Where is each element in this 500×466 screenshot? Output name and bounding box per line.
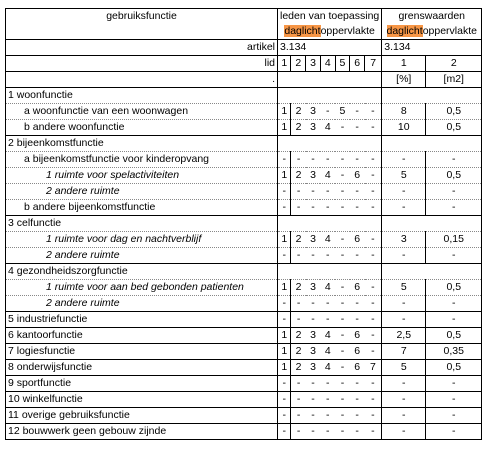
- lid-cell: -: [365, 280, 382, 296]
- lid-cell: -: [365, 200, 382, 216]
- grens-percent-cell: 2,5: [382, 328, 426, 344]
- row-label: 12 bouwwerk geen gebouw zijnde: [6, 424, 278, 440]
- lid-cell: -: [365, 328, 382, 344]
- lid-cell: -: [335, 168, 350, 184]
- lid-cell: -: [335, 248, 350, 264]
- lid-cell: -: [291, 184, 306, 200]
- grens-m2-cell: -: [426, 184, 482, 200]
- table-row: [6, 344, 482, 360]
- lid-cell: -: [365, 376, 382, 392]
- table-row: [6, 248, 482, 264]
- unit-m2: [m2]: [426, 72, 482, 88]
- table-row: [6, 152, 482, 168]
- artikel-label: artikel: [6, 40, 278, 56]
- lid-cell: -: [320, 152, 335, 168]
- lid-cell: -: [350, 312, 365, 328]
- grens-percent-cell: 5: [382, 168, 426, 184]
- lid-cell: -: [320, 408, 335, 424]
- lid-cell: 1: [278, 360, 291, 376]
- lid-cell: -: [320, 424, 335, 440]
- grens-percent-cell: -: [382, 408, 426, 424]
- lid-cell: 3: [306, 360, 321, 376]
- table-row: [6, 184, 482, 200]
- artikel-value-leden: 3.134: [278, 40, 382, 56]
- grens-m2-cell: -: [426, 296, 482, 312]
- lid-cell: -: [335, 296, 350, 312]
- grens-percent-cell: 5: [382, 360, 426, 376]
- grens-m2-cell: 0,5: [426, 168, 482, 184]
- table-row: [6, 360, 482, 376]
- lid-cell: -: [350, 408, 365, 424]
- lid-cell: -: [365, 232, 382, 248]
- lid-cell: -: [365, 104, 382, 120]
- lid-cell: -: [306, 424, 321, 440]
- grens-percent-cell: -: [382, 312, 426, 328]
- lid-cell: -: [291, 392, 306, 408]
- lid-cell: 2: [291, 232, 306, 248]
- row-label: 2 andere ruimte: [6, 248, 278, 264]
- grens-m2-cell: 0,5: [426, 120, 482, 136]
- grens-m2-cell: -: [426, 248, 482, 264]
- lid-cell: 5: [335, 104, 350, 120]
- grens-percent-cell: -: [382, 200, 426, 216]
- lid-cell: -: [320, 184, 335, 200]
- lid-cell: 3: [306, 344, 321, 360]
- group-row: [6, 136, 482, 152]
- row-label: 1 ruimte voor spelactiviteiten: [6, 168, 278, 184]
- row-label: b andere bijeenkomstfunctie: [6, 200, 278, 216]
- lid-cell: 1: [278, 344, 291, 360]
- grens-m2-cell: -: [426, 424, 482, 440]
- lid-cell: 1: [278, 232, 291, 248]
- lid-cell: -: [335, 280, 350, 296]
- lid-cell: -: [291, 424, 306, 440]
- row-label: b andere woonfunctie: [6, 120, 278, 136]
- grens-col-number: 2: [426, 56, 482, 72]
- lid-cell: 2: [291, 120, 306, 136]
- lid-cell: -: [306, 408, 321, 424]
- grens-percent-cell: -: [382, 296, 426, 312]
- table-row: [6, 120, 482, 136]
- lid-cell: 1: [278, 168, 291, 184]
- lid-cell: 1: [278, 328, 291, 344]
- artikel-value-grens: 3.134: [382, 40, 482, 56]
- lid-cell: 3: [306, 168, 321, 184]
- grens-m2-cell: -: [426, 152, 482, 168]
- lid-number: 4: [320, 56, 335, 72]
- lid-cell: -: [335, 184, 350, 200]
- lid-cell: -: [335, 360, 350, 376]
- lid-cell: 1: [278, 120, 291, 136]
- lid-cell: -: [350, 120, 365, 136]
- grens-m2-cell: -: [426, 312, 482, 328]
- lid-cell: 1: [278, 104, 291, 120]
- lid-cell: -: [335, 392, 350, 408]
- lid-cell: -: [320, 376, 335, 392]
- row-label: 3 celfunctie: [6, 216, 278, 232]
- lid-cell: 2: [291, 344, 306, 360]
- lid-cell: -: [320, 312, 335, 328]
- lid-cell: 4: [320, 232, 335, 248]
- lid-cell: 3: [306, 232, 321, 248]
- table-row: [6, 376, 482, 392]
- lid-cell: -: [335, 344, 350, 360]
- lid-cell: 6: [350, 232, 365, 248]
- lid-cell: 4: [320, 344, 335, 360]
- row-label: 2 bijeenkomstfunctie: [6, 136, 278, 152]
- lid-cell: -: [291, 248, 306, 264]
- lid-cell: -: [320, 104, 335, 120]
- header-gebruiksfunctie: gebruiksfunctie: [6, 9, 278, 25]
- lid-cell: 3: [306, 104, 321, 120]
- grens-percent-cell: -: [382, 424, 426, 440]
- lid-number: 1: [278, 56, 291, 72]
- row-label: 2 andere ruimte: [6, 296, 278, 312]
- lid-cell: -: [365, 424, 382, 440]
- lid-cell: 4: [320, 360, 335, 376]
- lid-cell: -: [365, 296, 382, 312]
- row-label: 9 sportfunctie: [6, 376, 278, 392]
- lid-cell: -: [350, 184, 365, 200]
- lid-cell: -: [306, 184, 321, 200]
- row-label: 1 ruimte voor dag en nachtverblijf: [6, 232, 278, 248]
- lid-cell: 2: [291, 360, 306, 376]
- lid-cell: -: [365, 248, 382, 264]
- lid-cell: -: [306, 312, 321, 328]
- table-row: [6, 232, 482, 248]
- lid-cell: 2: [291, 280, 306, 296]
- grens-m2-cell: -: [426, 376, 482, 392]
- grens-percent-cell: -: [382, 392, 426, 408]
- lid-cell: -: [365, 392, 382, 408]
- lid-cell: 4: [320, 328, 335, 344]
- lid-cell: -: [306, 152, 321, 168]
- lid-cell: -: [278, 392, 291, 408]
- lid-cell: -: [365, 312, 382, 328]
- table-row: [6, 296, 482, 312]
- table-row: [6, 200, 482, 216]
- lid-cell: -: [278, 248, 291, 264]
- grens-col-number: 1: [382, 56, 426, 72]
- lid-cell: 4: [320, 168, 335, 184]
- lid-cell: -: [350, 296, 365, 312]
- lid-cell: -: [335, 152, 350, 168]
- lid-cell: -: [278, 424, 291, 440]
- gebruiksfunctie-table: [5, 8, 482, 440]
- lid-cell: -: [350, 248, 365, 264]
- lid-cell: -: [278, 200, 291, 216]
- table-row: [6, 328, 482, 344]
- row-label: 1 ruimte voor aan bed gebonden patienten: [6, 280, 278, 296]
- lid-cell: -: [306, 248, 321, 264]
- lid-cell: -: [320, 296, 335, 312]
- lid-number: 7: [365, 56, 382, 72]
- row-label: 7 logiesfunctie: [6, 344, 278, 360]
- grens-percent-cell: -: [382, 376, 426, 392]
- row-label: 1 woonfunctie: [6, 88, 278, 104]
- grens-m2-cell: 0,5: [426, 280, 482, 296]
- lid-cell: -: [350, 424, 365, 440]
- grens-m2-cell: -: [426, 200, 482, 216]
- grens-percent-cell: -: [382, 152, 426, 168]
- artikel-row: [6, 40, 482, 56]
- header-row-2: [6, 24, 482, 40]
- lid-cell: -: [278, 296, 291, 312]
- lid-cell: -: [350, 200, 365, 216]
- header-leden: leden van toepassing: [278, 9, 382, 25]
- header-grens-sub: [382, 24, 482, 40]
- header-grenswaarden: grenswaarden: [382, 9, 482, 25]
- row-label: a bijeenkomstfunctie voor kinderopvang: [6, 152, 278, 168]
- lid-cell: -: [350, 392, 365, 408]
- row-label: 6 kantoorfunctie: [6, 328, 278, 344]
- group-row: [6, 216, 482, 232]
- group-row: [6, 88, 482, 104]
- table-row: [6, 392, 482, 408]
- lid-cell: 3: [306, 120, 321, 136]
- table-row: [6, 104, 482, 120]
- lid-cell: -: [306, 200, 321, 216]
- grens-percent-cell: 8: [382, 104, 426, 120]
- grens-m2-cell: 0,5: [426, 328, 482, 344]
- oppervlakte-label-leden: oppervlakte: [320, 25, 375, 37]
- table-row: [6, 312, 482, 328]
- lid-cell: -: [278, 376, 291, 392]
- lid-cell: 7: [365, 360, 382, 376]
- row-label: 4 gezondheidszorgfunctie: [6, 264, 278, 280]
- lid-cell: -: [365, 408, 382, 424]
- grens-m2-cell: -: [426, 408, 482, 424]
- lid-cell: 6: [350, 168, 365, 184]
- grens-m2-cell: 0,5: [426, 360, 482, 376]
- grens-m2-cell: 0,15: [426, 232, 482, 248]
- header-row-1: [6, 9, 482, 25]
- lid-cell: -: [306, 296, 321, 312]
- grens-percent-cell: -: [382, 184, 426, 200]
- grens-m2-cell: 0,5: [426, 104, 482, 120]
- lid-number: 2: [291, 56, 306, 72]
- lid-cell: 3: [306, 328, 321, 344]
- lid-cell: 6: [350, 344, 365, 360]
- unit-percent: [%]: [382, 72, 426, 88]
- lid-number: 6: [350, 56, 365, 72]
- lid-cell: -: [291, 296, 306, 312]
- row-label: 11 overige gebruiksfunctie: [6, 408, 278, 424]
- lid-cell: -: [335, 376, 350, 392]
- header-leden-sub: [278, 24, 382, 40]
- lid-cell: -: [278, 408, 291, 424]
- lid-cell: -: [350, 152, 365, 168]
- row-label: a woonfunctie van een woonwagen: [6, 104, 278, 120]
- table-row: [6, 408, 482, 424]
- lid-cell: 2: [291, 328, 306, 344]
- lid-cell: -: [350, 376, 365, 392]
- group-row: [6, 264, 482, 280]
- lid-cell: -: [291, 152, 306, 168]
- row-label: 2 andere ruimte: [6, 184, 278, 200]
- lid-cell: -: [365, 152, 382, 168]
- lid-cell: -: [335, 424, 350, 440]
- lid-number: 5: [335, 56, 350, 72]
- lid-label: lid: [6, 56, 278, 72]
- lid-cell: -: [291, 408, 306, 424]
- lid-cell: -: [320, 200, 335, 216]
- lid-cell: -: [335, 120, 350, 136]
- unit-row: [6, 72, 482, 88]
- unit-dot: .: [6, 72, 278, 88]
- lid-cell: -: [278, 184, 291, 200]
- lid-number: 3: [306, 56, 321, 72]
- lid-cell: 6: [350, 360, 365, 376]
- daglicht-label-leden: daglicht: [284, 25, 321, 37]
- oppervlakte-label-grens: oppervlakte: [422, 25, 477, 37]
- row-label: 8 onderwijsfunctie: [6, 360, 278, 376]
- grens-m2-cell: 0,35: [426, 344, 482, 360]
- grens-percent-cell: 3: [382, 232, 426, 248]
- lid-cell: -: [335, 408, 350, 424]
- lid-cell: -: [291, 312, 306, 328]
- lid-cell: 6: [350, 280, 365, 296]
- lid-cell: -: [320, 392, 335, 408]
- lid-cell: -: [365, 344, 382, 360]
- lid-cell: 3: [306, 280, 321, 296]
- lid-cell: -: [306, 392, 321, 408]
- grens-percent-cell: -: [382, 248, 426, 264]
- lid-cell: -: [350, 104, 365, 120]
- lid-cell: -: [278, 152, 291, 168]
- lid-cell: 1: [278, 280, 291, 296]
- grens-percent-cell: 7: [382, 344, 426, 360]
- row-label: 5 industriefunctie: [6, 312, 278, 328]
- grens-percent-cell: 10: [382, 120, 426, 136]
- lid-cell: -: [365, 168, 382, 184]
- grens-m2-cell: -: [426, 392, 482, 408]
- lid-cell: -: [335, 200, 350, 216]
- lid-cell: 6: [350, 328, 365, 344]
- lid-cell: 4: [320, 120, 335, 136]
- lid-cell: 2: [291, 104, 306, 120]
- lid-cell: -: [278, 312, 291, 328]
- lid-cell: -: [291, 376, 306, 392]
- table-row: [6, 168, 482, 184]
- lid-cell: -: [365, 120, 382, 136]
- lid-cell: -: [365, 184, 382, 200]
- lid-cell: -: [335, 328, 350, 344]
- daglicht-label-grens: daglicht: [386, 25, 423, 37]
- lid-cell: -: [335, 232, 350, 248]
- grens-percent-cell: 5: [382, 280, 426, 296]
- lid-row: [6, 56, 482, 72]
- lid-cell: -: [335, 312, 350, 328]
- lid-cell: -: [320, 248, 335, 264]
- row-label: 10 winkelfunctie: [6, 392, 278, 408]
- lid-cell: -: [291, 200, 306, 216]
- lid-cell: 2: [291, 168, 306, 184]
- table-row: [6, 424, 482, 440]
- lid-cell: 4: [320, 280, 335, 296]
- lid-cell: -: [306, 376, 321, 392]
- table-row: [6, 280, 482, 296]
